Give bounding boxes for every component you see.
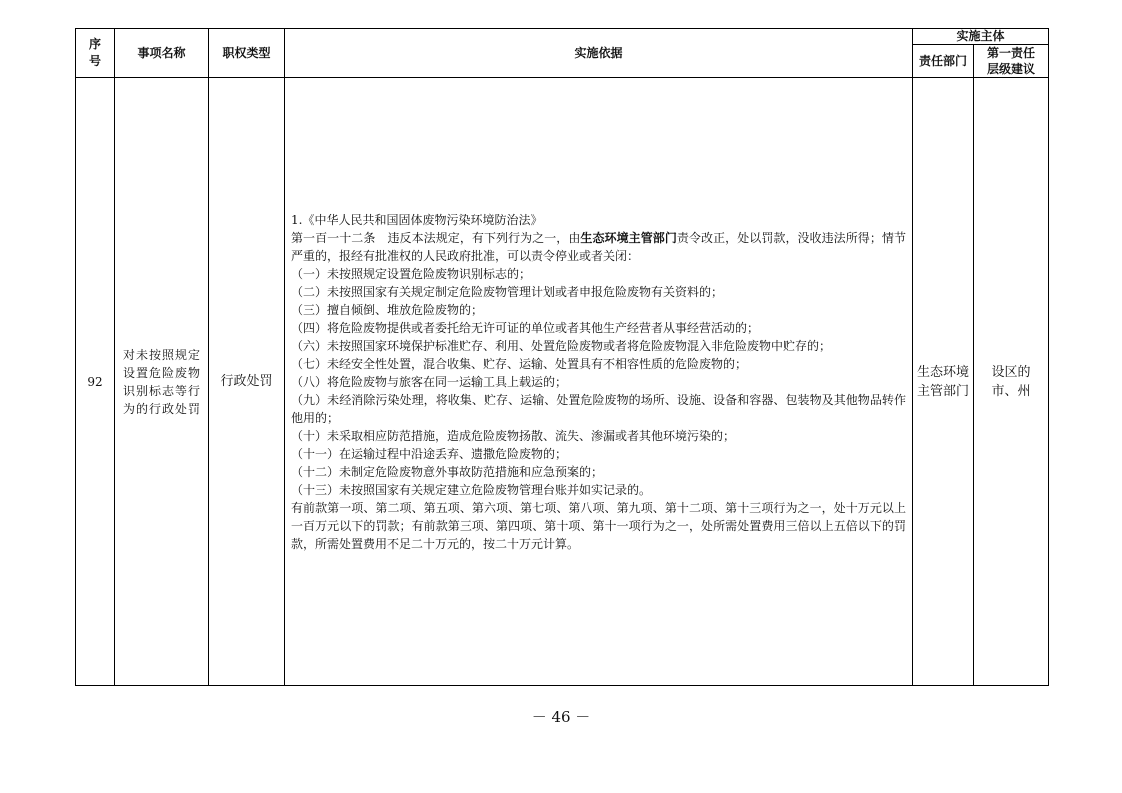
header-level: 第一责任层级建议 bbox=[974, 45, 1049, 78]
basis-item: （二）未按照国家有关规定制定危险废物管理计划或者申报危险废物有关资料的； bbox=[291, 284, 724, 299]
basis-law-title: 1.《中华人民共和国固体废物污染环境防治法》 bbox=[291, 212, 543, 227]
basis-item: （三）擅自倾倒、堆放危险废物的； bbox=[291, 302, 484, 317]
header-basis: 实施依据 bbox=[285, 29, 913, 78]
header-power-type: 职权类型 bbox=[209, 29, 285, 78]
basis-bold-dept: 生态环境主管部门 bbox=[580, 230, 677, 245]
basis-item: （十二）未制定危险废物意外事故防范措施和应急预案的； bbox=[291, 464, 604, 479]
basis-item: （八）将危险废物与旅客在同一运输工具上载运的； bbox=[291, 374, 568, 389]
table-row bbox=[76, 78, 1049, 686]
basis-item: （六）未按照国家环境保护标准贮存、利用、处置危险废物或者将危险废物混入非危险废物中贮存的； bbox=[291, 338, 832, 353]
row-level: 设区的市、州 bbox=[974, 78, 1049, 686]
basis-item: （四）将危险废物提供或者委托给无许可证的单位或者其他生产经营者从事经营活动的； bbox=[291, 320, 760, 335]
header-dept: 责任部门 bbox=[913, 45, 974, 78]
basis-item: （十）未采取相应防范措施，造成危险废物扬散、流失、渗漏或者其他环境污染的； bbox=[291, 428, 736, 443]
header-seq: 序号 bbox=[76, 29, 115, 78]
basis-item: （一）未按照规定设置危险废物识别标志的； bbox=[291, 266, 532, 281]
page-number: － 46 － bbox=[531, 708, 591, 726]
row-basis bbox=[285, 78, 913, 686]
row-item-name: 对未按照规定设置危险废物识别标志等行为的行政处罚 bbox=[115, 78, 209, 686]
basis-item: （十三）未按照国家有关规定建立危险废物管理台账并如实记录的。 bbox=[291, 482, 652, 497]
basis-item: （七）未经安全性处置，混合收集、贮存、运输、处置具有不相容性质的危险废物的； bbox=[291, 356, 748, 371]
basis-items bbox=[291, 265, 906, 499]
basis-item: （九）未经消除污染处理，将收集、贮存、运输、处置危险废物的场所、设施、设备和容器、包装物及其他物品转作他用的； bbox=[291, 392, 906, 425]
row-seq: 92 bbox=[76, 78, 115, 686]
header-subject: 实施主体 bbox=[913, 29, 1049, 45]
row-power-type: 行政处罚 bbox=[209, 78, 285, 686]
basis-penalty: 有前款第一项、第二项、第五项、第六项、第七项、第八项、第九项、第十二项、第十三项行为之一，处十万元以上一百万元以下的罚款；有前款第三项、第四项、第十项、第十一项行为之一，处所需处置费用三倍以上五倍以下的罚款，所需处置费用不足二十万元的，按二十万元计算。 bbox=[291, 500, 906, 551]
header-item-name: 事项名称 bbox=[115, 29, 209, 78]
row-dept: 生态环境主管部门 bbox=[913, 78, 974, 686]
power-list-table bbox=[75, 28, 1049, 686]
basis-article: 第一百一十二条 违反本法规定，有下列行为之一，由生态环境主管部门责令改正，处以罚款，没收违法所得；情节严重的，报经有批准权的人民政府批准，可以责令停业或者关闭： bbox=[291, 230, 906, 263]
basis-item: （十一）在运输过程中沿途丢弃、遗撒危险废物的； bbox=[291, 446, 568, 461]
